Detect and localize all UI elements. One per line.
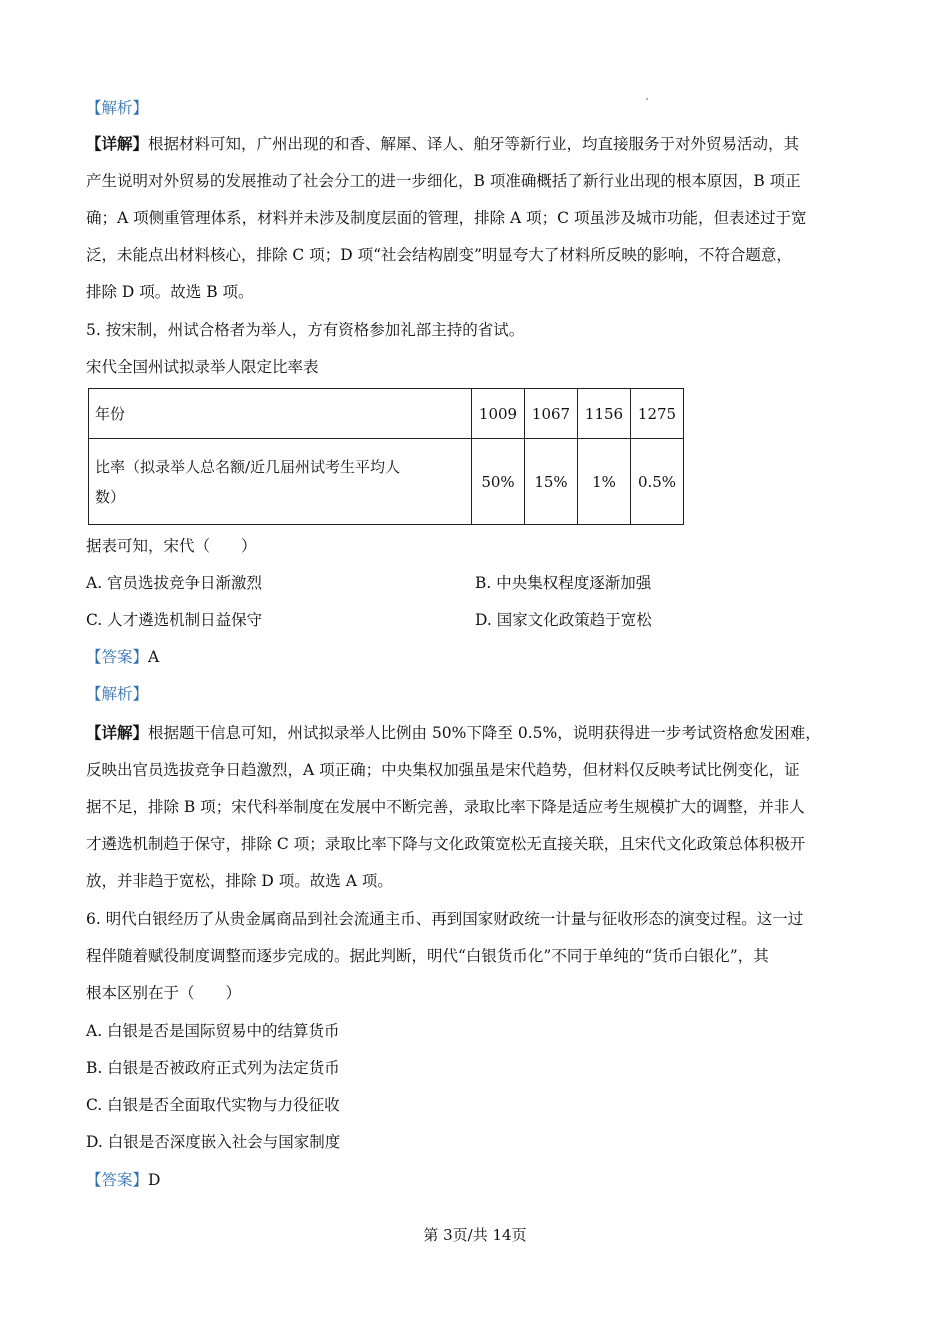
ratio-cell: 0.5%	[631, 439, 684, 525]
q5-detail-line-3: 据不足，排除 B 项；宋代科举制度在发展中不断完善，录取比率下降是适应考生规模扩大的调整，并非人	[86, 798, 805, 816]
q5-detail-line-5: 放，并非趋于宽松，排除 D 项。故选 A 项。	[86, 872, 393, 890]
q4-detail-line-2: 产生说明对外贸易的发展推动了社会分工的进一步细化，B 项准确概括了新行业出现的根本原因，B 项正	[86, 172, 801, 190]
q6-option-c: C. 白银是否全面取代实物与力役征收	[86, 1096, 340, 1114]
q5-table-title: 宋代全国州试拟录举人限定比率表	[86, 358, 319, 376]
table-row	[89, 439, 684, 525]
q5-answer	[86, 646, 876, 668]
q6-stem-line-1: 6. 明代白银经历了从贵金属商品到社会流通主币、再到国家财政统一计量与征收形态的演变过程。这一过	[86, 910, 804, 928]
year-cell: 1009	[472, 389, 525, 439]
q6-answer-tag: 【答案】	[86, 1171, 149, 1189]
q5-stem: 5. 按宋制，州试合格者为举人，方有资格参加礼部主持的省试。	[86, 321, 525, 339]
q5-option-a: A. 官员选拔竞争日渐激烈	[86, 574, 263, 592]
ratio-cell: 1%	[578, 439, 631, 525]
q5-detail-tag: 【详解】	[86, 723, 149, 742]
ratio-cell: 15%	[525, 439, 578, 525]
q5-answer-value: A	[148, 648, 160, 666]
q4-detail-tag: 【详解】	[86, 134, 149, 153]
q5-option-b: B. 中央集权程度逐渐加强	[475, 574, 652, 592]
q6-option-d: D. 白银是否深度嵌入社会与国家制度	[86, 1133, 341, 1151]
q4-detail-line-4: 泛，未能点出材料核心，排除 C 项；D 项“社会结构剧变”明显夸大了材料所反映的影响，不符合题意，	[86, 246, 792, 264]
year-cell: 1156	[578, 389, 631, 439]
q5-analysis-tag: 【解析】	[86, 685, 149, 703]
q5-option-d: D. 国家文化政策趋于宽松	[475, 611, 652, 629]
q6-stem-line-3: 根本区别在于（ ）	[86, 984, 242, 1002]
q6-answer	[86, 1169, 876, 1191]
q5-answer-tag: 【答案】	[86, 648, 149, 666]
year-cell: 1067	[525, 389, 578, 439]
q5-option-c: C. 人才遴选机制日益保守	[86, 611, 263, 629]
ratio-header: 比率（拟录举人总名额/近几届州试考生平均人 数）	[89, 439, 472, 525]
q6-stem-line-2: 程伴随着赋役制度调整而逐步完成的。据此判断，明代“白银货币化”不同于单纯的“货币白银化”，其	[86, 947, 769, 965]
ratio-cell: 50%	[472, 439, 525, 525]
q5-detail-line-2: 反映出官员选拔竞争日趋激烈，A 项正确；中央集权加强虽是宋代趋势，但材料仅反映考试比例变化，证	[86, 761, 800, 779]
year-header: 年份	[89, 389, 472, 439]
q4-analysis-tag: 【解析】	[86, 99, 149, 117]
q6-option-a: A. 白银是否是国际贸易中的结算货币	[86, 1022, 340, 1040]
q5-detail-line-1: 【详解】根据题干信息可知，州试拟录举人比例由 50%下降至 0.5%，说明获得进一步考试资格愈发困难，	[86, 723, 821, 742]
q5-detail-line-4: 才遴选机制趋于保守，排除 C 项；录取比率下降与文化政策宽松无直接关联，且宋代文化政策总体积极开	[86, 835, 806, 853]
q6-option-b: B. 白银是否被政府正式列为法定货币	[86, 1059, 340, 1077]
q4-detail-line-5: 排除 D 项。故选 B 项。	[86, 283, 254, 301]
q4-detail-line-1: 【详解】根据材料可知，广州出现的和香、解犀、译人、舶牙等新行业，均直接服务于对外贸易活动，其	[86, 134, 800, 153]
q6-answer-value: D	[148, 1171, 161, 1189]
table-row	[89, 389, 684, 439]
ratio-table	[88, 388, 684, 525]
year-cell: 1275	[631, 389, 684, 439]
page-footer: 第 3页/共 14页	[423, 1226, 527, 1244]
q5-question: 据表可知，宋代（ ）	[86, 537, 257, 555]
q4-detail-line-3: 确；A 项侧重管理体系，材料并未涉及制度层面的管理，排除 A 项；C 项虽涉及城市功能，但表述过于宽	[86, 209, 807, 227]
